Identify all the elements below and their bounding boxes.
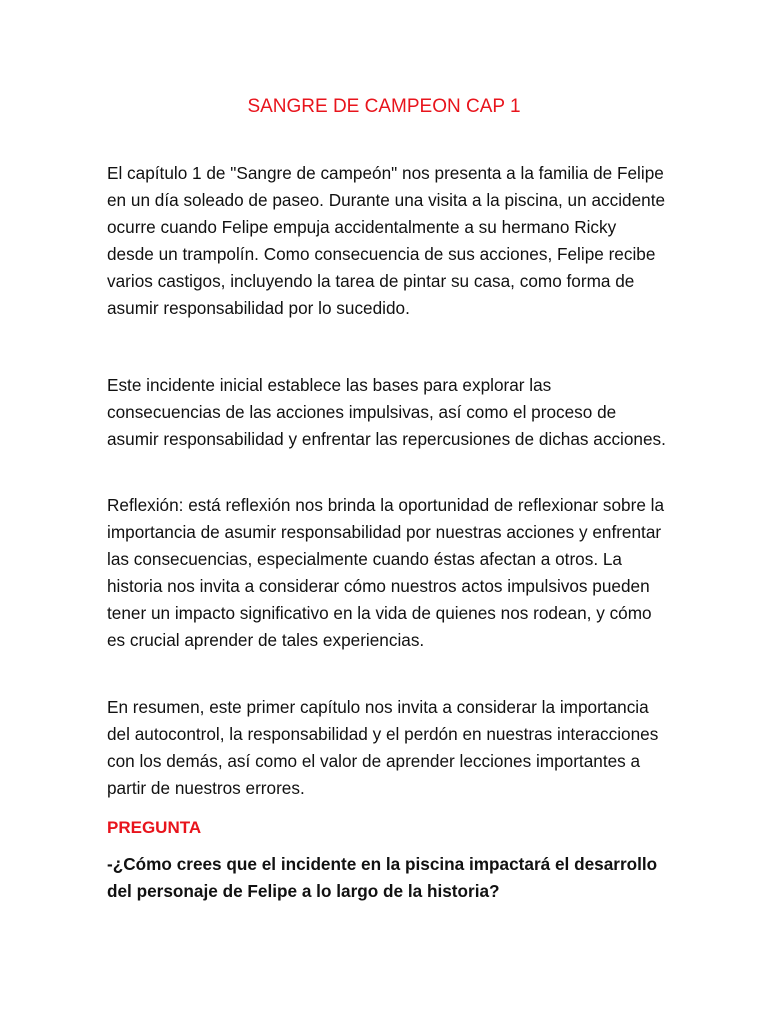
document-title: SANGRE DE CAMPEON CAP 1 <box>247 96 521 117</box>
paragraph-summary: El capítulo 1 de "Sangre de campeón" nos presenta a la familia de Felipe en un día soleado de paseo. Durante una visita a la piscina, un accidente ocurre cuando Felipe empuja accidentalmente a su hermano Ricky desde un trampolín. Como consecuencia de sus acciones, Felipe recibe varios castigos, incluyendo la tarea de pintar su casa, como forma de asumir responsabilidad por lo sucedido. <box>107 163 666 318</box>
paragraph-conclusion: En resumen, este primer capítulo nos invita a considerar la importancia del autocontrol, la responsabilidad y el perdón en nuestras interacciones con los demás, así como el valor de aprender lecciones importantes a partir de nuestros errores. <box>107 697 659 798</box>
paragraph-incident: Este incidente inicial establece las bases para explorar las consecuencias de las acciones impulsivas, así como el proceso de asumir responsabilidad y enfrentar las repercusiones de dichas acciones. <box>107 375 666 449</box>
paragraph-reflection: Reflexión: está reflexión nos brinda la oportunidad de reflexionar sobre la importancia de asumir responsabilidad por nuestras acciones y enfrentar las consecuencias, especialmente cuando éstas afectan a otros. La historia nos invita a considerar cómo nuestros actos impulsivos pueden tener un impacto significativo en la vida de quienes nos rodean, y cómo es crucial aprender de tales experiencias. <box>107 495 665 650</box>
question-text: -¿Cómo crees que el incidente en la piscina impactará el desarrollo del personaje de Felipe a lo largo de la historia? <box>107 854 658 901</box>
question-heading: PREGUNTA <box>107 818 202 837</box>
